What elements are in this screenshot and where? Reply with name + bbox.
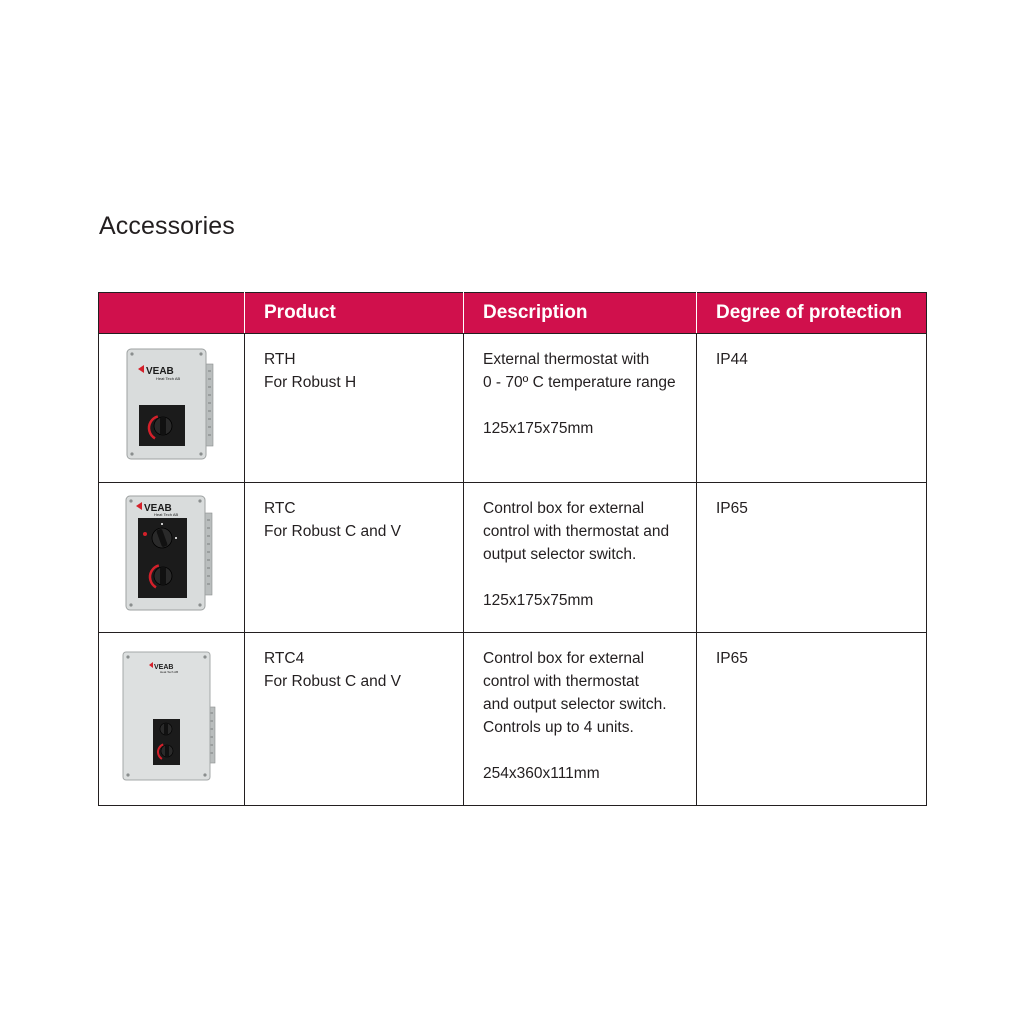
header-description: Description — [464, 293, 697, 334]
svg-text:VEAB: VEAB — [145, 365, 174, 377]
product-image-cell — [99, 334, 245, 483]
page-title: Accessories — [99, 212, 235, 240]
protection-rating: IP65 — [716, 500, 748, 517]
product-name: RTC — [264, 500, 296, 517]
description-line: output selector switch. — [483, 546, 637, 563]
product-cell — [245, 334, 464, 483]
description-cell — [464, 483, 697, 633]
protection-cell — [697, 334, 927, 483]
header-protection: Degree of protection — [697, 293, 927, 334]
description-line: Controls up to 4 units. — [483, 719, 634, 736]
svg-text:Heat Tech AB: Heat Tech AB — [153, 512, 178, 517]
description-line: External thermostat with — [483, 351, 650, 368]
protection-rating: IP44 — [716, 351, 748, 368]
description-line: 0 - 70º C temperature range — [483, 374, 676, 391]
product-name: RTC4 — [264, 650, 305, 667]
table-row — [99, 334, 927, 483]
product-compat: For Robust C and V — [264, 673, 401, 690]
dimensions-text: 125x175x75mm — [483, 420, 594, 437]
dimensions-text: 125x175x75mm — [483, 592, 594, 609]
product-name: RTH — [264, 351, 296, 368]
protection-cell — [697, 633, 927, 806]
table-row — [99, 633, 927, 806]
table-header-row — [99, 293, 927, 334]
svg-text:Heat Tech AB: Heat Tech AB — [155, 375, 180, 381]
svg-text:Heat Tech AB: Heat Tech AB — [159, 669, 178, 674]
description-line: control with thermostat and — [483, 523, 670, 540]
rth-thermostat-image — [122, 346, 222, 464]
protection-rating: IP65 — [716, 650, 748, 667]
accessories-table — [98, 292, 927, 806]
description-line: Control box for external — [483, 500, 645, 517]
dimensions-text: 254x360x111mm — [483, 765, 600, 782]
product-compat: For Robust H — [264, 374, 357, 391]
description-line: and output selector switch. — [483, 696, 667, 713]
rtc-control-box-image — [122, 493, 222, 615]
svg-text:VEAB: VEAB — [143, 503, 172, 514]
header-product: Product — [245, 293, 464, 334]
description-line: control with thermostat — [483, 673, 639, 690]
description-cell — [464, 633, 697, 806]
description-cell — [464, 334, 697, 483]
product-cell — [245, 483, 464, 633]
header-image — [99, 293, 245, 334]
table-row — [99, 483, 927, 633]
description-line: Control box for external — [483, 650, 645, 667]
product-compat: For Robust C and V — [264, 523, 401, 540]
protection-cell — [697, 483, 927, 633]
product-cell — [245, 633, 464, 806]
rtc4-control-box-image — [120, 649, 224, 783]
product-image-cell — [99, 483, 245, 633]
product-image-cell — [99, 633, 245, 806]
svg-text:VEAB: VEAB — [153, 663, 173, 671]
